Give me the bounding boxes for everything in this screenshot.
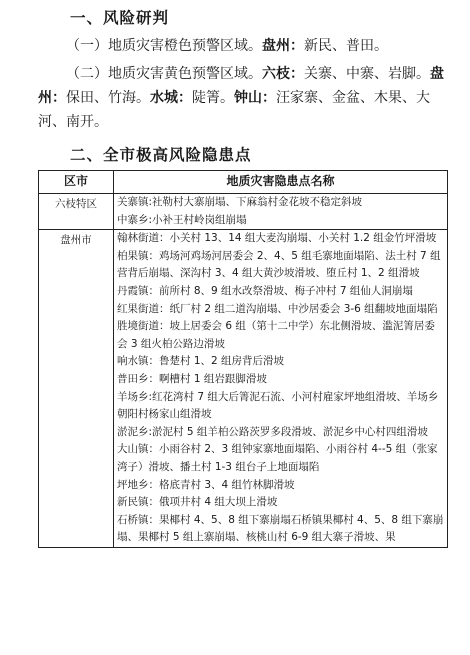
hazard-entry: 柏果镇：鸡场河鸡场河居委会 2、4、5 组毛寨地面塌陷、法土村 7 组营背后崩塌、深沟村 3、4 组大黄沙坡滑坡、堕丘村 1、2 组滑坡 <box>117 249 441 280</box>
hazard-entry: 关寨镇:社勒村大寨崩塌、下麻翁村金花坡不稳定斜坡 <box>117 196 363 208</box>
hazard-cell <box>114 230 448 548</box>
table-row <box>39 230 448 548</box>
county-label: 钟山： <box>234 90 276 106</box>
region-cell <box>39 230 114 548</box>
orange-warning-text: （一）地质灾害橙色预警区域。 <box>66 38 262 54</box>
town-list: 保田、竹海。 <box>66 90 150 106</box>
hazard-entry: 石桥镇：果椰村 4、5、8 组下寨崩塌石桥镇果椰村 4、5、8 组下寨崩塌、果椰村 5 组上寨崩塌、核桃山村 6-9 组大寨子滑坡、果 <box>117 513 444 544</box>
yellow-warning-paragraph <box>38 62 448 134</box>
hazard-entry: 大山镇：小雨谷村 2、3 组钟家寨地面塌陷、小雨谷村 4--5 组（张家湾子）滑坡、播土村 1-3 组台子上地面塌陷 <box>117 443 438 473</box>
header-hazard-name: 地质灾害隐患点名称 <box>114 171 448 194</box>
county-label: 六枝： <box>262 66 304 82</box>
hazard-entry: 坪地乡：格底青村 3、4 组竹林脚滑坡 <box>117 478 295 491</box>
hazard-entry: 翰林街道：小关村 13、14 组大麦沟崩塌、小关村 1.2 组金竹坪滑坡 <box>117 232 437 245</box>
hazard-cell <box>114 194 448 230</box>
county-label: 盘州： <box>262 38 304 54</box>
hazard-entry: 羊场乡:红花湾村 7 组大后箐泥石流、小河村雇家坪地组滑坡、羊场乡朝阳村杨家山组滑坡 <box>117 390 439 421</box>
county-label: 盘州： <box>38 66 444 106</box>
header-region: 区市 <box>39 171 114 194</box>
region-name: 盘州市 <box>60 234 92 247</box>
hazard-entry: 中寨乡:小补王村岭岗组崩塌 <box>117 213 247 226</box>
hazard-entry: 胜境街道：坡上居委会 6 组（第十二中学）东北侧滑坡、滥泥箐居委会 3 组火柏公路边滑坡 <box>117 320 435 350</box>
hazard-entry: 普田乡：啊槽村 1 组岩跟脚滑坡 <box>117 372 267 385</box>
hazard-entry: 响水镇：鲁楚村 1、2 组房背后滑坡 <box>117 355 285 368</box>
hazard-entry: 新民镇：俄项井村 4 组大坝上滑坡 <box>117 496 278 509</box>
hazard-table <box>38 170 448 548</box>
hazard-entry: 淤泥乡:淤泥村 5 组羊柏公路茨罗多段滑坡、淤泥乡中心村四组滑坡 <box>117 425 428 438</box>
section-heading-risk: 一、风险研判 <box>70 9 170 27</box>
section-heading-hazards: 二、全市极高风险隐患点 <box>70 146 252 164</box>
orange-warning-paragraph <box>38 34 448 58</box>
table-header-row <box>39 171 448 194</box>
table-row <box>39 194 448 230</box>
town-list: 陡箐。 <box>192 90 234 106</box>
hazard-entry: 丹霞镇：前所村 8、9 组水改祭滑坡、梅子冲村 7 组仙人洞崩塌 <box>117 284 413 297</box>
yellow-warning-text: （二）地质灾害黄色预警区域。 <box>66 66 262 82</box>
hazard-entry: 红果街道：纸厂村 2 组二道沟崩塌、中沙居委会 3-6 组翻坡地面塌陷 <box>117 302 438 315</box>
town-list: 新民、普田。 <box>304 38 388 54</box>
county-label: 水城： <box>150 90 192 106</box>
town-list: 关寨、中寨、岩脚。 <box>304 66 430 82</box>
region-name: 六枝特区 <box>55 198 97 210</box>
town-list: 汪家寨、金盆、木果、大河、南开。 <box>38 90 430 130</box>
region-cell <box>39 194 114 230</box>
